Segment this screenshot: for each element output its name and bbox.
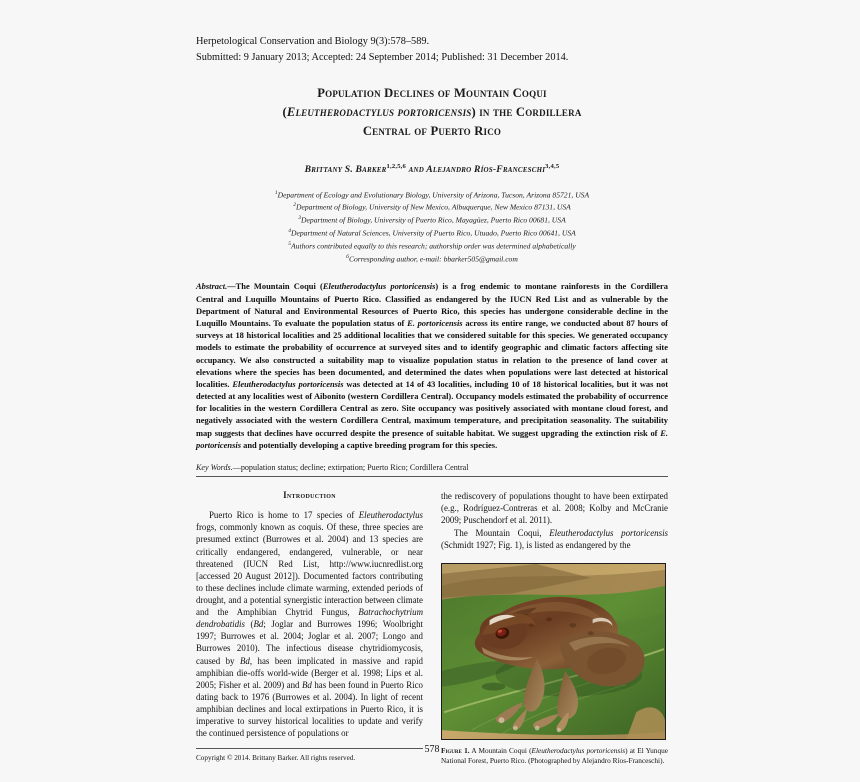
keywords-text: population status; decline; extirpation; Puerto Rico; Cordillera Central (240, 462, 469, 472)
journal-citation: Herpetological Conservation and Biology 9(3):578–589. (196, 36, 430, 47)
left-column-paragraph (196, 509, 423, 739)
affiliation-marker: 2 (293, 202, 296, 209)
fungus-abbrev: Bd (253, 619, 264, 630)
keywords-label: Key Words. (196, 462, 233, 472)
abstract-dash: — (227, 281, 236, 292)
affiliation-text: Corresponding author, e-mail: bbarker505@gmail.com (348, 254, 518, 264)
keywords-line (196, 462, 668, 473)
title-line-3: Central of Puerto Rico (362, 124, 502, 139)
affiliation-marker: 6 (346, 253, 349, 260)
fungus-abbrev: Bd (301, 679, 312, 690)
affiliation-marker: 3 (298, 215, 302, 222)
affiliation-text: Department of Biology, University of Puerto Rico, Mayagüez, Puerto Rico 00681, USA (301, 215, 566, 225)
abstract-text-2: ) is a frog endemic to montane rainforests in the Cordillera Central and Luquillo Mountains of Puerto Rico. Classified as endangered by the IUCN Red List and as vulnerable by the Department of Natural and Environmental Resources of Puerto Rico, this species has undergone considerable decline in the Luquillo Mountains. To evaluate the population status of (196, 281, 668, 328)
paragraph-text: , has been implicated in massive and rapid amphibian die-offs world-wide (Berger et al. 1998; Lips et al. 2005; Fisher et al. 2009) and (196, 655, 423, 690)
affiliation-text: Authors contributed equally to this research; authorship order was determined alphabetically (291, 241, 576, 251)
journal-header (196, 34, 668, 66)
genus-name: Eleutherodactylus (358, 510, 423, 521)
paragraph-text: ( (244, 619, 254, 630)
affiliation-item (196, 240, 668, 253)
author-conjunction: and (406, 164, 427, 176)
abstract-species-4: E. portoricensis (196, 427, 668, 450)
abstract-species-3: Eleutherodactylus portoricensis (232, 378, 344, 389)
left-column (196, 490, 423, 766)
right-column-paragraph (441, 527, 668, 551)
author-name-2: Alejandro Ríos-Franceschi (426, 164, 546, 176)
paragraph-text: The Mountain Coqui, (454, 527, 550, 538)
affiliation-marker: 1 (274, 189, 278, 196)
affiliation-item (196, 201, 668, 214)
species-name: Eleutherodactylus portoricensis (549, 527, 668, 538)
affiliation-marker: 4 (288, 228, 292, 234)
title-paren-open: ( (282, 105, 287, 120)
section-heading-introduction: Introduction (283, 490, 336, 501)
journal-dates: Submitted: 9 January 2013; Accepted: 24 September 2014; Published: 31 December 2014. (196, 51, 569, 63)
affiliation-marker: 5 (288, 240, 292, 247)
author-sup-1: 1,2,5,6 (386, 163, 407, 171)
abstract-species-2: E. portoricensis (407, 318, 463, 328)
page-number: 578 (424, 744, 440, 755)
abstract-text-3: across its entire range, we conducted about 87 hours of surveys at 18 historical localities and 25 additional localities that we considered suitable for this species. We generated occupancy models to estimate the probability of occurrence at surveyed sites and to identify geographic and climatic factors affecting site occupancy. We also constructed a suitability map to visualize population status in relation to the presence of land cover at elevations where the species has been documented, and determined the dates when populations were last detected at historical localities. (196, 318, 668, 389)
affiliation-text: Department of Biology, University of New Mexico, Albuquerque, New Mexico 87131, USA (296, 202, 571, 212)
affiliation-item (196, 227, 668, 240)
abstract (196, 280, 668, 450)
coqui-photo-illustration (442, 564, 665, 739)
right-column-paragraph-continued: the rediscovery of populations thought to have been extirpated (e.g., Rodríguez-Contreras et al. 2008; Kolby and McCranie 2009; Puschendorf et al. 2011). (441, 491, 668, 526)
keywords-dash: — (232, 462, 241, 472)
abstract-lead-label: Abstract. (196, 281, 228, 292)
abstract-text-1: The Mountain Coqui ( (235, 281, 323, 292)
page-content (196, 34, 668, 766)
title-line-1: Population Declines of Mountain Coqui (317, 85, 547, 100)
abstract-text-4: was detected at 14 of 43 localities, including 10 of 18 historical localities, but it was not detected at any localities west of Aibonito (western Cordillera Central). Occupancy models estimated the probability of occurrence for localities in the western Cordillera Central as zero. Site occupancy was positively associated with montane cloud forest, and negatively associated with the western Cordillera Central, maximum temperature, and precipitation seasonality. The suitability map suggests that declines have occurred despite the presence of suitable habitat. We suggest upgrading the extinction risk of (196, 378, 669, 438)
affiliation-item (196, 253, 668, 266)
author-name-1: Brittany S. Barker (304, 164, 387, 176)
right-column (441, 490, 668, 766)
affiliation-item (196, 214, 668, 227)
caption-text-1: A Mountain Coqui ( (469, 745, 532, 755)
copyright-notice: Copyright © 2014. Brittany Barker. All rights reserved. (196, 754, 356, 763)
paragraph-text: has been found in Puerto Rico dating back to 1976 (Burrowes et al. 2004). In light of recent amphibian declines and local extirpations in Puerto Rico, it is imperative to survey historical localities to update and verify the continued persistence of populations or (196, 679, 423, 739)
caption-text-2: ) at El Yunque National Forest, Puerto Rico. (Photographed by Alejandro Ríos-Franceschi). (441, 745, 668, 766)
article-title (196, 84, 668, 141)
affiliation-list (196, 189, 668, 266)
paragraph-text: (Schmidt 1927; Fig. 1), is listed as endangered by the (441, 539, 631, 550)
author-list (196, 163, 668, 175)
paragraph-text: ; Joglar and Burrowes 1996; Woolbright 1997; Burrowes et al. 2004; Joglar et al. 2007; Longo and Burrowes 2010). The infectious disease chytridiomycosis, caused by (196, 619, 423, 666)
fungus-abbrev: Bd (239, 655, 250, 666)
title-line-2 (196, 103, 668, 122)
paragraph-text: frogs, commonly known as coquis. Of these, three species are presumed extinct (Burrowes et al. 2004) and 13 species are critically endangered, endangered, vulnerable, or near threatened (IUCN Red List, http://www.iucnredlist.org [accessed 20 August 2012]). Documented factors contributing to these declines include climate warming, extended periods of drought, and a potential synergistic interaction between climate and the Amphibian Chytrid Fungus, (196, 522, 423, 618)
caption-species-name: Eleutherodactylus portoricensis (531, 745, 626, 755)
horizontal-rule (196, 476, 668, 477)
body-columns (196, 490, 668, 766)
paragraph-text: Puerto Rico is home to 17 species of (209, 510, 359, 521)
affiliation-item (196, 189, 668, 202)
abstract-text-5: and potentially developing a captive breeding program for this species. (241, 439, 498, 450)
title-paren-close: ) in the Cordillera (471, 105, 582, 120)
affiliation-text: Department of Natural Sciences, University of Puerto Rico, Utuado, Puerto Rico 00641, USA (291, 228, 576, 238)
abstract-species-1: Eleutherodactylus portoricensis (322, 281, 436, 292)
figure-label: Figure 1. (441, 745, 470, 755)
title-species-name: Eleutherodactylus portoricensis (286, 105, 472, 120)
figure-1 (441, 563, 668, 767)
author-sup-2: 3,4,5 (545, 163, 560, 171)
fungus-name: Batrachochytrium dendrobatidis (196, 607, 423, 630)
figure-photo (441, 563, 666, 740)
affiliation-text: Department of Ecology and Evolutionary Biology, University of Arizona, Tucson, Arizona 85721, USA (277, 190, 590, 200)
